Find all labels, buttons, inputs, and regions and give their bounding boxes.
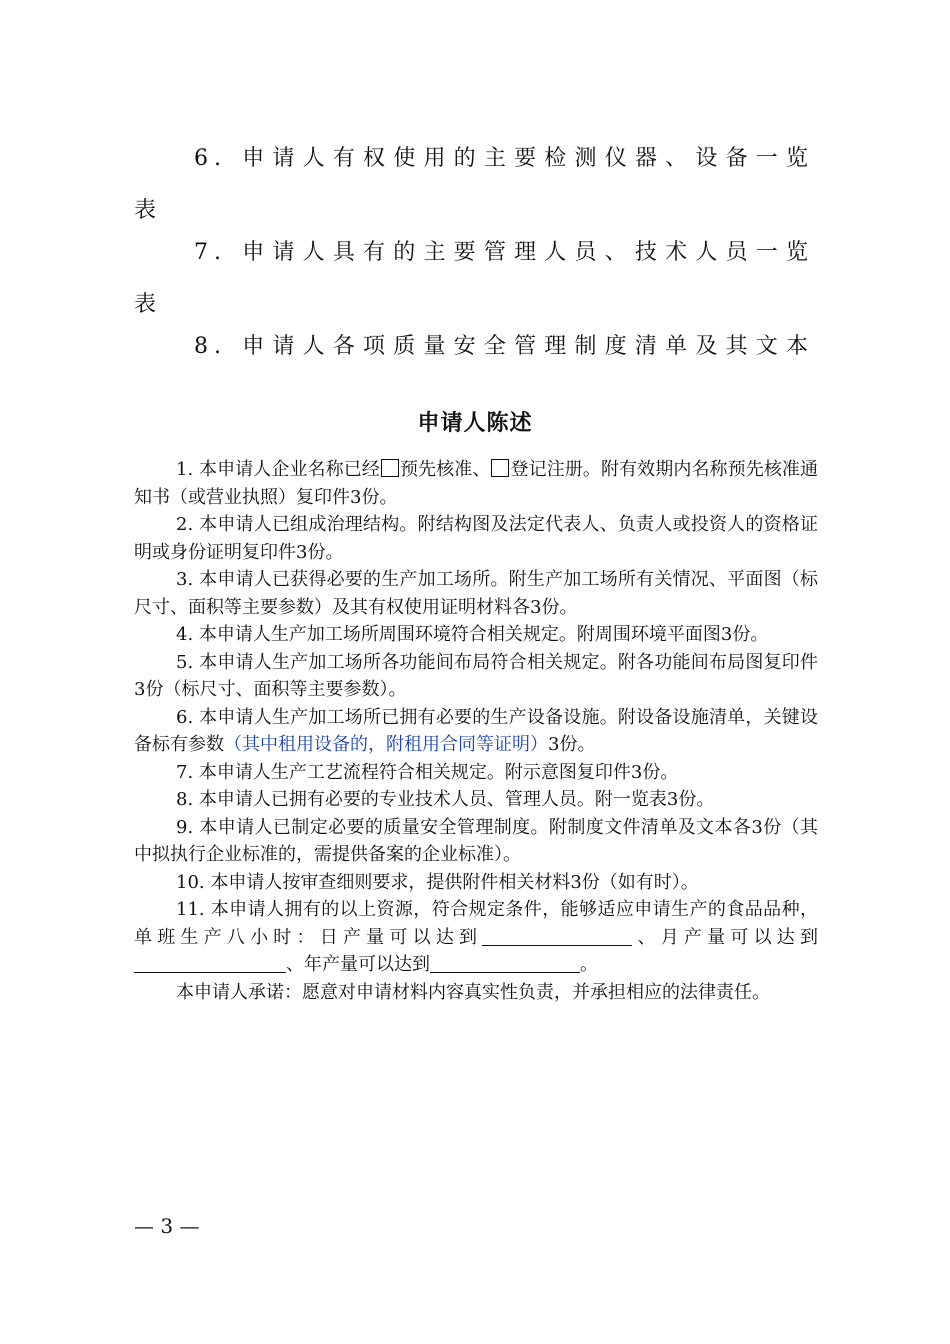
p6-rental-note: （其中租用设备的，附租用合同等证明） — [224, 734, 548, 755]
list-item-8-text: 8. 申请人各项质量安全管理制度清单及其文本 — [194, 334, 814, 359]
statement-paragraph-8: 8. 本申请人已拥有必要的专业技术人员、管理人员。附一览表3份。 — [176, 789, 715, 810]
statement-paragraph-5: 5. 本申请人生产加工场所各功能间布局符合相关规定。附各功能间布局图复印件3份（标尺寸、面积等主要参数）。 — [134, 651, 818, 700]
list-item-8 — [134, 312, 814, 382]
statement-paragraph-2: 2. 本申请人已组成治理结构。附结构图及法定代表人、负责人或投资人的资格证明或身份证明复印件3份。 — [134, 514, 818, 563]
p1-text-c: 登记注册。附有效期内名称预先核准通知书（或营业执照）复印件3份。 — [134, 459, 818, 508]
statement-body — [134, 456, 818, 1006]
list-item-6-continuation: 表 — [134, 198, 163, 223]
statement-paragraph-6 — [134, 704, 818, 759]
p6-text-c: 3份。 — [548, 734, 596, 755]
statement-paragraph-7: 7. 本申请人生产工艺流程符合相关规定。附示意图复印件3份。 — [176, 761, 679, 783]
statement-paragraph-10: 10. 本申请人按审查细则要求，提供附件相关材料3份（如有时）。 — [176, 871, 699, 893]
p11-text-c: 、年产量可以达到 — [286, 954, 430, 975]
section-title: 申请人陈述 — [417, 410, 533, 436]
yearly-output-field[interactable] — [430, 954, 580, 973]
statement-paragraph-9: 9. 本申请人已制定必要的质量安全管理制度。附制度文件清单及文本各3份（其中拟执行企业标准的，需提供备案的企业标准）。 — [134, 816, 818, 865]
statement-paragraph-4: 4. 本申请人生产加工场所周围环境符合相关规定。附周围环境平面图3份。 — [176, 624, 769, 645]
checkbox-pre-approval[interactable] — [381, 459, 399, 477]
p11-text-b: 、月产量可以达到 — [632, 926, 819, 948]
p6-text-a: 6. 本申请人生产加工场所已拥有必要的生产设备设施。附设备设施清单，关键设备标有参数 — [134, 706, 818, 755]
p11-text-a: 11. 本申请人拥有的以上资源，符合规定条件，能够适应申请生产的食品品种，单班生产八小时：日产量可以达到 — [134, 899, 818, 948]
monthly-output-field[interactable] — [134, 954, 286, 973]
daily-output-field[interactable] — [482, 927, 632, 946]
statement-paragraph-11 — [134, 896, 818, 979]
p1-text-b: 预先核准、 — [399, 459, 491, 480]
page-number: — 3 — — [134, 1214, 200, 1238]
list-item-6-text: 6. 申请人有权使用的主要检测仪器、设备一览 — [194, 146, 814, 171]
checkbox-registration[interactable] — [491, 459, 509, 477]
list-item-7-text: 7. 申请人具有的主要管理人员、技术人员一览 — [194, 240, 814, 265]
statement-paragraph-3: 3. 本申请人已获得必要的生产加工场所。附生产加工场所有关情况、平面图（标尺寸、面积等主要参数）及其有权使用证明材料各3份。 — [134, 569, 818, 618]
statement-commitment: 本申请人承诺：愿意对申请材料内容真实性负责，并承担相应的法律责任。 — [176, 981, 770, 1003]
list-item-7-continuation: 表 — [134, 292, 163, 317]
p1-text-a: 1. 本申请人企业名称已经 — [176, 459, 380, 480]
statement-paragraph-1 — [134, 456, 818, 511]
p11-text-d: 。 — [580, 954, 598, 975]
